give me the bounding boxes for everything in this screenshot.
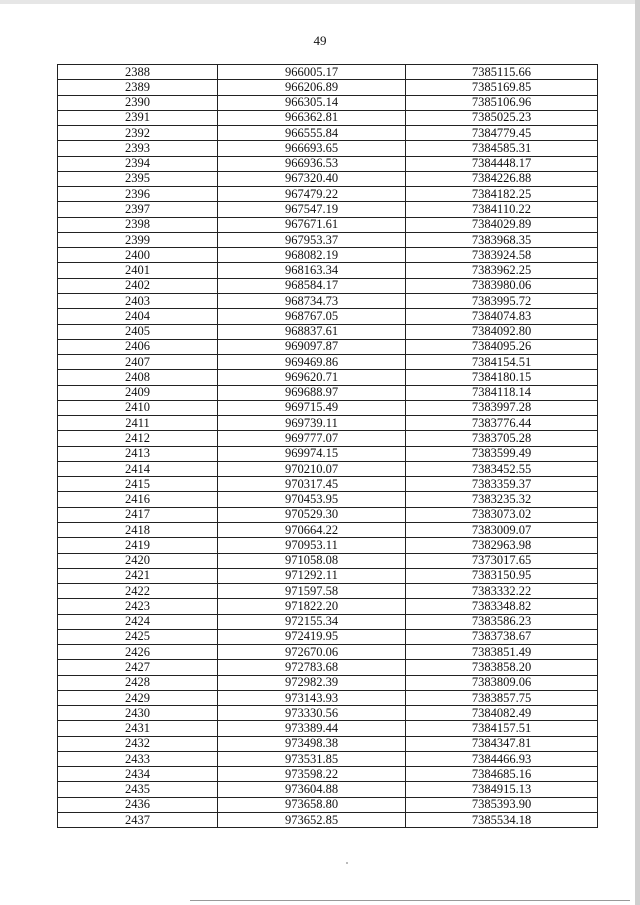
table-row [58, 187, 598, 202]
x-coordinate-cell: 973330.56 [218, 706, 406, 721]
table-row [58, 416, 598, 431]
y-coordinate-cell: 7373017.65 [406, 553, 598, 568]
table-row [58, 80, 598, 95]
x-coordinate-cell: 973531.85 [218, 751, 406, 766]
table-row [58, 126, 598, 141]
y-coordinate-cell: 7384915.13 [406, 782, 598, 797]
bottom-rule [190, 900, 630, 901]
y-coordinate-cell: 7383968.35 [406, 232, 598, 247]
x-coordinate-cell: 968163.34 [218, 263, 406, 278]
table-row [58, 446, 598, 461]
table-row [58, 309, 598, 324]
table-row [58, 706, 598, 721]
scan-artifact-dot [346, 862, 348, 864]
point-number-cell: 2416 [58, 492, 218, 507]
table-row [58, 263, 598, 278]
table-row [58, 675, 598, 690]
point-number-cell: 2432 [58, 736, 218, 751]
coordinates-table [57, 64, 598, 828]
point-number-cell: 2390 [58, 95, 218, 110]
table-row [58, 385, 598, 400]
x-coordinate-cell: 969688.97 [218, 385, 406, 400]
scan-top-edge [0, 0, 640, 4]
y-coordinate-cell: 7384685.16 [406, 767, 598, 782]
y-coordinate-cell: 7383599.49 [406, 446, 598, 461]
x-coordinate-cell: 969097.87 [218, 339, 406, 354]
x-coordinate-cell: 968837.61 [218, 324, 406, 339]
table-row [58, 751, 598, 766]
point-number-cell: 2436 [58, 797, 218, 812]
point-number-cell: 2391 [58, 110, 218, 125]
y-coordinate-cell: 7384347.81 [406, 736, 598, 751]
y-coordinate-cell: 7383332.22 [406, 584, 598, 599]
point-number-cell: 2414 [58, 461, 218, 476]
table-row [58, 141, 598, 156]
y-coordinate-cell: 7383150.95 [406, 568, 598, 583]
table-row [58, 431, 598, 446]
y-coordinate-cell: 7385393.90 [406, 797, 598, 812]
x-coordinate-cell: 970210.07 [218, 461, 406, 476]
y-coordinate-cell: 7383924.58 [406, 248, 598, 263]
x-coordinate-cell: 969974.15 [218, 446, 406, 461]
y-coordinate-cell: 7383738.67 [406, 629, 598, 644]
point-number-cell: 2402 [58, 278, 218, 293]
point-number-cell: 2420 [58, 553, 218, 568]
x-coordinate-cell: 968734.73 [218, 293, 406, 308]
point-number-cell: 2395 [58, 171, 218, 186]
x-coordinate-cell: 972670.06 [218, 645, 406, 660]
y-coordinate-cell: 7385169.85 [406, 80, 598, 95]
x-coordinate-cell: 966005.17 [218, 65, 406, 80]
y-coordinate-cell: 7384585.31 [406, 141, 598, 156]
table-row [58, 156, 598, 171]
point-number-cell: 2388 [58, 65, 218, 80]
point-number-cell: 2430 [58, 706, 218, 721]
y-coordinate-cell: 7383980.06 [406, 278, 598, 293]
table-row [58, 492, 598, 507]
table-row [58, 461, 598, 476]
x-coordinate-cell: 971292.11 [218, 568, 406, 583]
x-coordinate-cell: 970453.95 [218, 492, 406, 507]
table-row [58, 355, 598, 370]
point-number-cell: 2392 [58, 126, 218, 141]
table-row [58, 584, 598, 599]
y-coordinate-cell: 7384092.80 [406, 324, 598, 339]
y-coordinate-cell: 7383705.28 [406, 431, 598, 446]
point-number-cell: 2435 [58, 782, 218, 797]
x-coordinate-cell: 968767.05 [218, 309, 406, 324]
point-number-cell: 2413 [58, 446, 218, 461]
table-row [58, 813, 598, 828]
table-row [58, 202, 598, 217]
table-row [58, 599, 598, 614]
point-number-cell: 2437 [58, 813, 218, 828]
point-number-cell: 2428 [58, 675, 218, 690]
point-number-cell: 2396 [58, 187, 218, 202]
x-coordinate-cell: 972419.95 [218, 629, 406, 644]
point-number-cell: 2398 [58, 217, 218, 232]
y-coordinate-cell: 7384118.14 [406, 385, 598, 400]
point-number-cell: 2431 [58, 721, 218, 736]
table-row [58, 553, 598, 568]
y-coordinate-cell: 7383962.25 [406, 263, 598, 278]
point-number-cell: 2424 [58, 614, 218, 629]
table-row [58, 767, 598, 782]
point-number-cell: 2426 [58, 645, 218, 660]
table-row [58, 370, 598, 385]
x-coordinate-cell: 967479.22 [218, 187, 406, 202]
table-row [58, 721, 598, 736]
point-number-cell: 2418 [58, 522, 218, 537]
point-number-cell: 2401 [58, 263, 218, 278]
x-coordinate-cell: 973652.85 [218, 813, 406, 828]
y-coordinate-cell: 7384448.17 [406, 156, 598, 171]
table-row [58, 568, 598, 583]
point-number-cell: 2407 [58, 355, 218, 370]
y-coordinate-cell: 7382963.98 [406, 538, 598, 553]
y-coordinate-cell: 7383776.44 [406, 416, 598, 431]
y-coordinate-cell: 7384095.26 [406, 339, 598, 354]
x-coordinate-cell: 968082.19 [218, 248, 406, 263]
y-coordinate-cell: 7384182.25 [406, 187, 598, 202]
point-number-cell: 2433 [58, 751, 218, 766]
y-coordinate-cell: 7384154.51 [406, 355, 598, 370]
y-coordinate-cell: 7384180.15 [406, 370, 598, 385]
point-number-cell: 2415 [58, 477, 218, 492]
table-row [58, 171, 598, 186]
y-coordinate-cell: 7384074.83 [406, 309, 598, 324]
table-row [58, 645, 598, 660]
y-coordinate-cell: 7383073.02 [406, 507, 598, 522]
point-number-cell: 2434 [58, 767, 218, 782]
table-row [58, 217, 598, 232]
table-row [58, 507, 598, 522]
y-coordinate-cell: 7383235.32 [406, 492, 598, 507]
point-number-cell: 2421 [58, 568, 218, 583]
x-coordinate-cell: 971058.08 [218, 553, 406, 568]
x-coordinate-cell: 966693.65 [218, 141, 406, 156]
table-row [58, 324, 598, 339]
table-row [58, 522, 598, 537]
table-row [58, 614, 598, 629]
y-coordinate-cell: 7385534.18 [406, 813, 598, 828]
point-number-cell: 2411 [58, 416, 218, 431]
x-coordinate-cell: 967547.19 [218, 202, 406, 217]
point-number-cell: 2410 [58, 400, 218, 415]
y-coordinate-cell: 7383452.55 [406, 461, 598, 476]
point-number-cell: 2403 [58, 293, 218, 308]
x-coordinate-cell: 970953.11 [218, 538, 406, 553]
x-coordinate-cell: 973498.38 [218, 736, 406, 751]
y-coordinate-cell: 7384157.51 [406, 721, 598, 736]
point-number-cell: 2422 [58, 584, 218, 599]
table-row [58, 629, 598, 644]
x-coordinate-cell: 969777.07 [218, 431, 406, 446]
point-number-cell: 2400 [58, 248, 218, 263]
point-number-cell: 2412 [58, 431, 218, 446]
x-coordinate-cell: 969739.11 [218, 416, 406, 431]
x-coordinate-cell: 967320.40 [218, 171, 406, 186]
table-row [58, 95, 598, 110]
point-number-cell: 2394 [58, 156, 218, 171]
point-number-cell: 2429 [58, 690, 218, 705]
y-coordinate-cell: 7385025.23 [406, 110, 598, 125]
y-coordinate-cell: 7383009.07 [406, 522, 598, 537]
x-coordinate-cell: 973598.22 [218, 767, 406, 782]
point-number-cell: 2423 [58, 599, 218, 614]
point-number-cell: 2399 [58, 232, 218, 247]
y-coordinate-cell: 7383857.75 [406, 690, 598, 705]
table-row [58, 782, 598, 797]
table-row [58, 400, 598, 415]
table-row [58, 293, 598, 308]
y-coordinate-cell: 7385115.66 [406, 65, 598, 80]
y-coordinate-cell: 7383997.28 [406, 400, 598, 415]
table-row [58, 538, 598, 553]
x-coordinate-cell: 966936.53 [218, 156, 406, 171]
x-coordinate-cell: 973143.93 [218, 690, 406, 705]
point-number-cell: 2427 [58, 660, 218, 675]
y-coordinate-cell: 7384226.88 [406, 171, 598, 186]
y-coordinate-cell: 7383348.82 [406, 599, 598, 614]
y-coordinate-cell: 7384779.45 [406, 126, 598, 141]
x-coordinate-cell: 967953.37 [218, 232, 406, 247]
y-coordinate-cell: 7383586.23 [406, 614, 598, 629]
point-number-cell: 2397 [58, 202, 218, 217]
table-row [58, 232, 598, 247]
y-coordinate-cell: 7384466.93 [406, 751, 598, 766]
table-row [58, 477, 598, 492]
x-coordinate-cell: 969715.49 [218, 400, 406, 415]
x-coordinate-cell: 970664.22 [218, 522, 406, 537]
y-coordinate-cell: 7383359.37 [406, 477, 598, 492]
x-coordinate-cell: 971597.58 [218, 584, 406, 599]
scan-right-edge [635, 0, 640, 905]
x-coordinate-cell: 966206.89 [218, 80, 406, 95]
x-coordinate-cell: 969469.86 [218, 355, 406, 370]
table-row [58, 339, 598, 354]
table-row [58, 110, 598, 125]
x-coordinate-cell: 973389.44 [218, 721, 406, 736]
point-number-cell: 2419 [58, 538, 218, 553]
x-coordinate-cell: 972783.68 [218, 660, 406, 675]
y-coordinate-cell: 7383851.49 [406, 645, 598, 660]
coordinates-table-body [58, 65, 598, 828]
x-coordinate-cell: 972155.34 [218, 614, 406, 629]
table-row [58, 248, 598, 263]
point-number-cell: 2408 [58, 370, 218, 385]
x-coordinate-cell: 966362.81 [218, 110, 406, 125]
table-row [58, 660, 598, 675]
x-coordinate-cell: 968584.17 [218, 278, 406, 293]
table-row [58, 797, 598, 812]
y-coordinate-cell: 7384082.49 [406, 706, 598, 721]
x-coordinate-cell: 970529.30 [218, 507, 406, 522]
x-coordinate-cell: 972982.39 [218, 675, 406, 690]
y-coordinate-cell: 7384029.89 [406, 217, 598, 232]
point-number-cell: 2406 [58, 339, 218, 354]
y-coordinate-cell: 7384110.22 [406, 202, 598, 217]
page-number: 49 [313, 33, 327, 48]
x-coordinate-cell: 969620.71 [218, 370, 406, 385]
x-coordinate-cell: 973658.80 [218, 797, 406, 812]
point-number-cell: 2404 [58, 309, 218, 324]
y-coordinate-cell: 7383995.72 [406, 293, 598, 308]
point-number-cell: 2409 [58, 385, 218, 400]
x-coordinate-cell: 973604.88 [218, 782, 406, 797]
table-row [58, 278, 598, 293]
x-coordinate-cell: 970317.45 [218, 477, 406, 492]
x-coordinate-cell: 966555.84 [218, 126, 406, 141]
point-number-cell: 2389 [58, 80, 218, 95]
y-coordinate-cell: 7383858.20 [406, 660, 598, 675]
point-number-cell: 2393 [58, 141, 218, 156]
x-coordinate-cell: 967671.61 [218, 217, 406, 232]
x-coordinate-cell: 966305.14 [218, 95, 406, 110]
x-coordinate-cell: 971822.20 [218, 599, 406, 614]
point-number-cell: 2417 [58, 507, 218, 522]
y-coordinate-cell: 7385106.96 [406, 95, 598, 110]
table-row [58, 690, 598, 705]
table-row [58, 736, 598, 751]
point-number-cell: 2405 [58, 324, 218, 339]
point-number-cell: 2425 [58, 629, 218, 644]
table-row [58, 65, 598, 80]
y-coordinate-cell: 7383809.06 [406, 675, 598, 690]
